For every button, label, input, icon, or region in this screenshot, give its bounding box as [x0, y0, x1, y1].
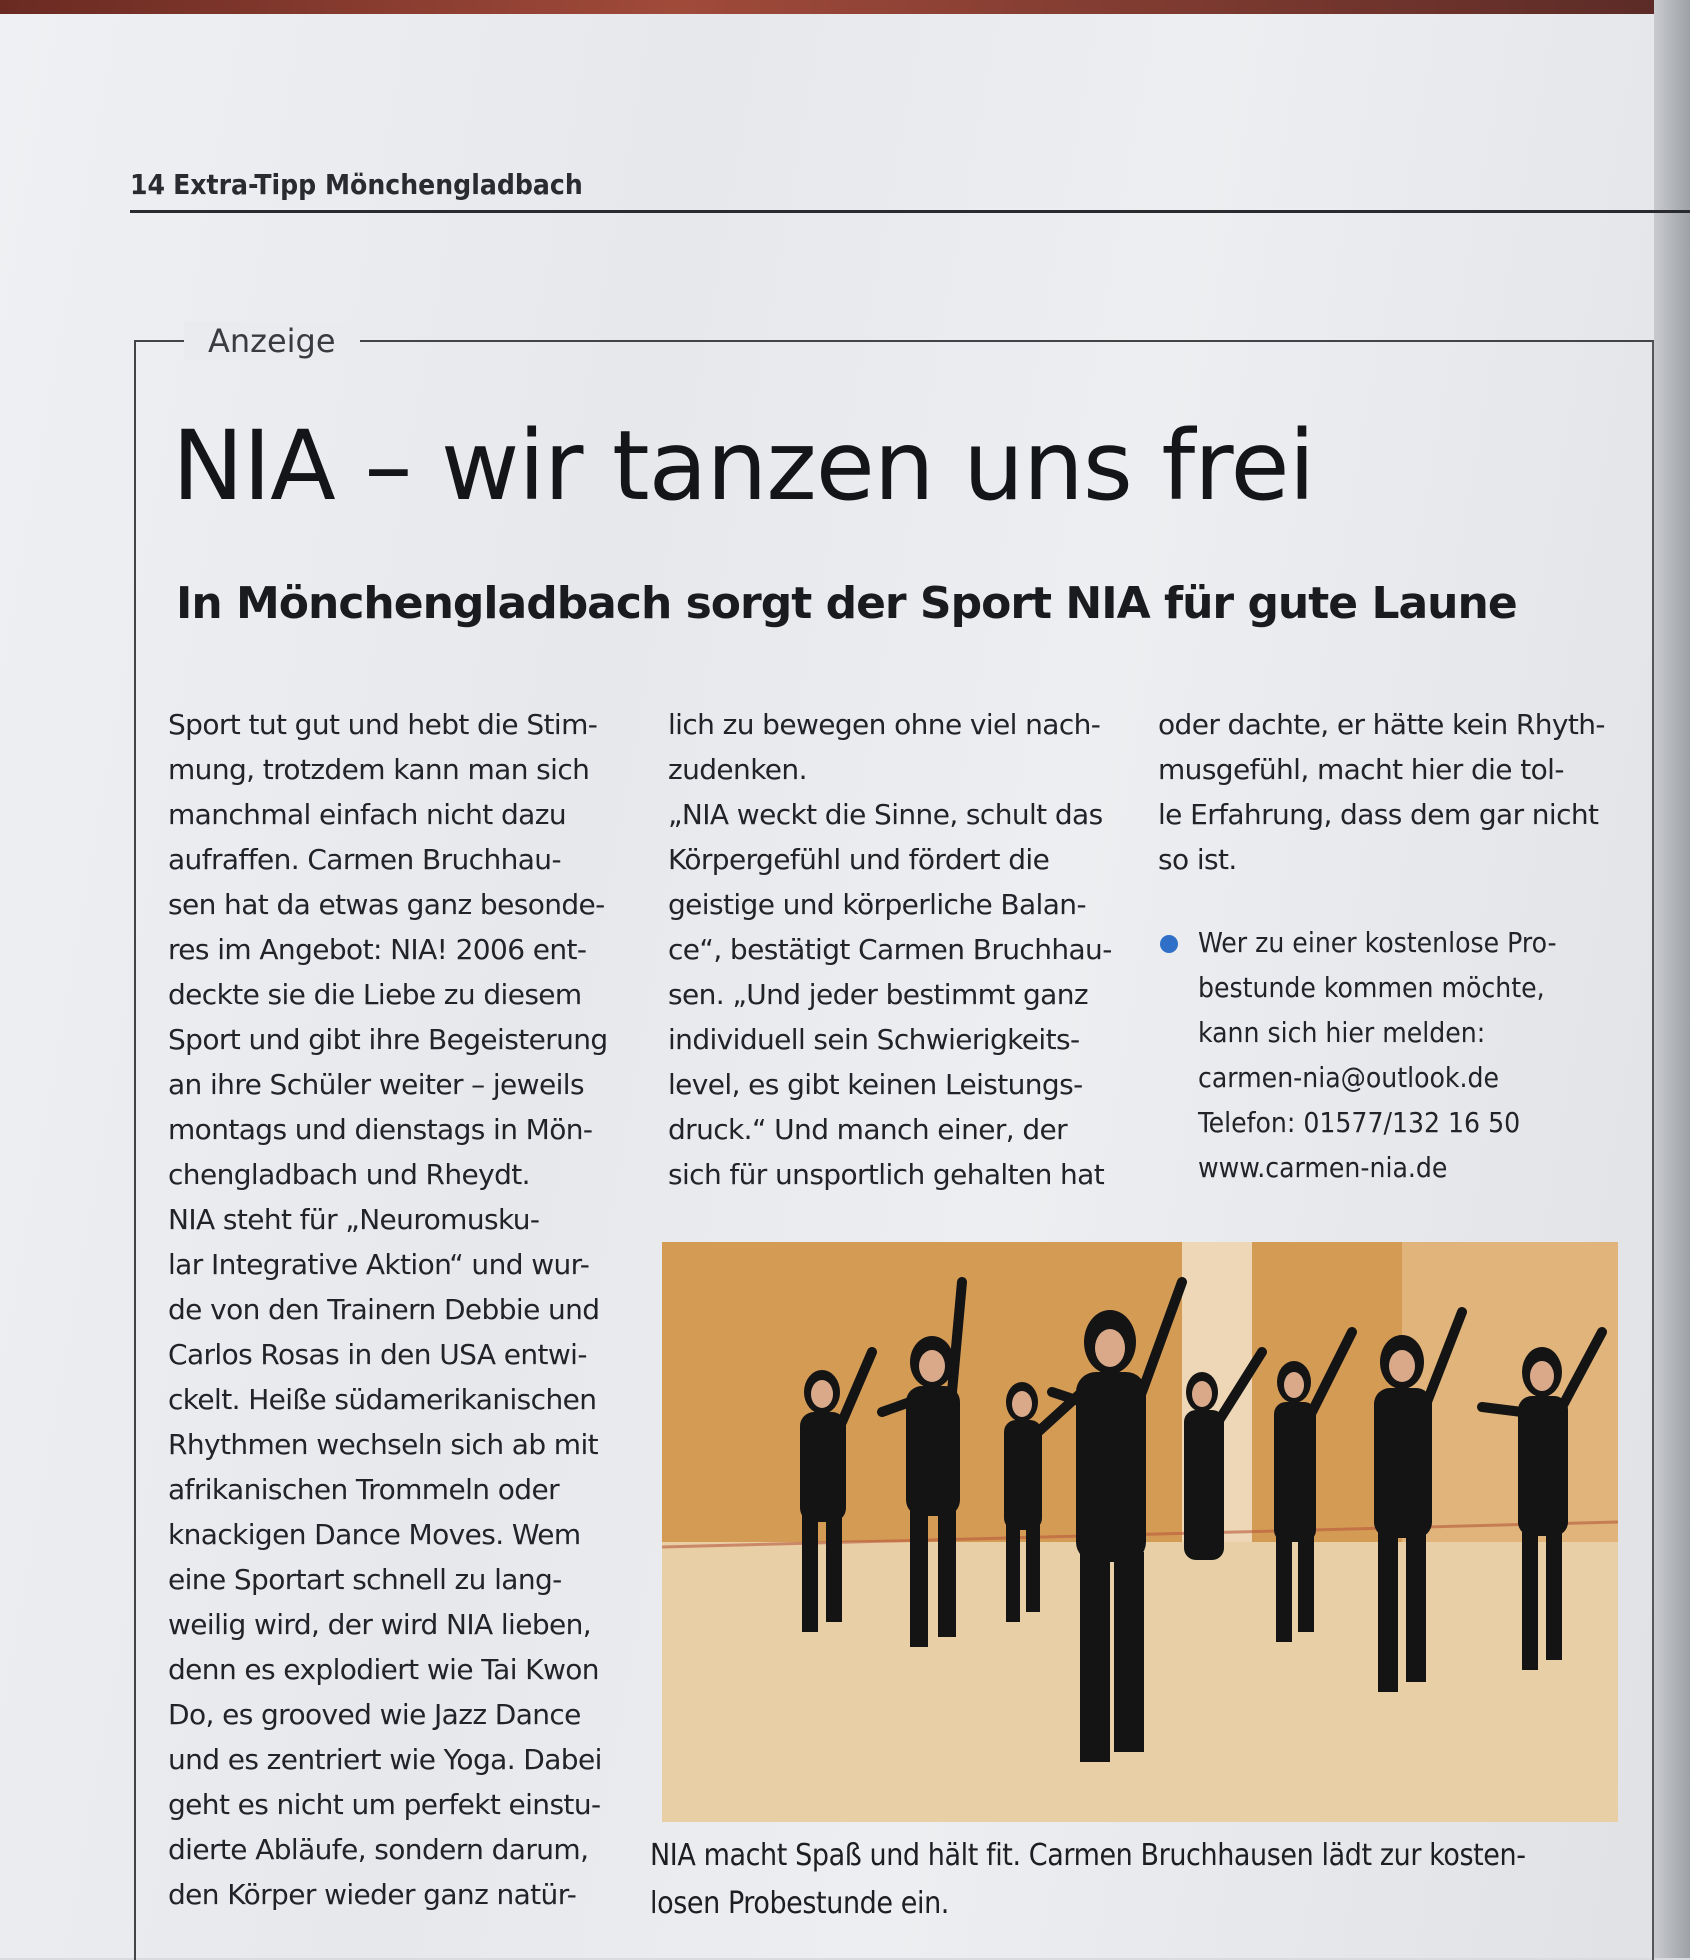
article-title: NIA – wir tanzen uns frei	[172, 410, 1315, 522]
background-strip	[0, 0, 1690, 14]
ad-label: Anzeige	[184, 322, 360, 360]
text-line: individuell sein Schwierigkeits-	[668, 1023, 1080, 1056]
header-rule	[130, 210, 1690, 213]
text-line: chengladbach und Rheydt.	[168, 1158, 530, 1191]
text-column-2	[668, 702, 1128, 1197]
text-line: zudenken.	[668, 753, 807, 786]
text-line: an ihre Schüler weiter – jeweils	[168, 1068, 584, 1101]
info-line: www.carmen-nia.de	[1198, 1151, 1448, 1184]
info-line: bestunde kommen möchte,	[1198, 971, 1545, 1004]
text-line: denn es explodiert wie Tai Kwon	[168, 1653, 599, 1686]
text-line: Carlos Rosas in den USA entwi-	[168, 1338, 587, 1371]
text-line: druck.“ Und manch einer, der	[668, 1113, 1068, 1146]
text-line: ckelt. Heiße südamerikanischen	[168, 1383, 597, 1416]
text-line: level, es gibt keinen Leistungs-	[668, 1068, 1083, 1101]
text-column-3	[1158, 702, 1628, 882]
text-line: mung, trotzdem kann man sich	[168, 753, 590, 786]
text-line: res im Angebot: NIA! 2006 ent-	[168, 933, 587, 966]
text-line: ce“, bestätigt Carmen Bruchhau-	[668, 933, 1112, 966]
info-line: Telefon: 01577/132 16 50	[1198, 1106, 1521, 1139]
text-line: sen hat da etwas ganz besonde-	[168, 888, 605, 921]
text-line: deckte sie die Liebe zu diesem	[168, 978, 582, 1011]
text-line: Do, es grooved wie Jazz Dance	[168, 1698, 581, 1731]
text-line: lar Integrative Aktion“ und wur-	[168, 1248, 590, 1281]
running-head	[130, 168, 583, 201]
text-line: Sport tut gut und hebt die Stim-	[168, 708, 598, 741]
text-line: le Erfahrung, dass dem gar nicht	[1158, 798, 1599, 831]
text-line: den Körper wieder ganz natür-	[168, 1878, 577, 1911]
text-column-1	[168, 702, 638, 1917]
page-edge-shadow	[1654, 0, 1690, 1958]
text-line: NIA steht für „Neuromusku-	[168, 1203, 540, 1236]
text-line: afrikanischen Trommeln oder	[168, 1473, 559, 1506]
text-line: Sport und gibt ihre Begeisterung	[168, 1023, 608, 1056]
text-line: und es zentriert wie Yoga. Dabei	[168, 1743, 602, 1776]
caption-line: losen Probestunde ein.	[650, 1886, 949, 1921]
text-line: montags und dienstags in Mön-	[168, 1113, 593, 1146]
text-line: de von den Trainern Debbie und	[168, 1293, 600, 1326]
text-line: so ist.	[1158, 843, 1237, 876]
info-line: kann sich hier melden:	[1198, 1016, 1486, 1049]
text-line: weilig wird, der wird NIA lieben,	[168, 1608, 592, 1641]
text-line: aufraffen. Carmen Bruchhau-	[168, 843, 561, 876]
article-subtitle: In Mönchengladbach sorgt der Sport NIA für gute Laune	[176, 578, 1517, 629]
text-line: eine Sportart schnell zu lang-	[168, 1563, 562, 1596]
text-line: sen. „Und jeder bestimmt ganz	[668, 978, 1088, 1011]
contact-info-box	[1158, 920, 1628, 1190]
text-line: oder dachte, er hätte kein Rhyth-	[1158, 708, 1605, 741]
photo-caption	[650, 1832, 1640, 1928]
page-number: 14	[130, 168, 166, 201]
info-line: Wer zu einer kostenlose Pro-	[1198, 926, 1557, 959]
text-line: lich zu bewegen ohne viel nach-	[668, 708, 1101, 741]
dancers-illustration	[662, 1242, 1618, 1822]
text-line: Rhythmen wechseln sich ab mit	[168, 1428, 599, 1461]
text-line: geistige und körperliche Balan-	[668, 888, 1086, 921]
text-line: manchmal einfach nicht dazu	[168, 798, 566, 831]
bullet-icon	[1160, 935, 1178, 953]
text-line: geht es nicht um perfekt einstu-	[168, 1788, 601, 1821]
publication-name: Extra-Tipp Mönchengladbach	[173, 168, 583, 201]
dance-class-photo	[662, 1242, 1618, 1822]
text-line: knackigen Dance Moves. Wem	[168, 1518, 581, 1551]
text-line: dierte Abläufe, sondern darum,	[168, 1833, 589, 1866]
caption-line: NIA macht Spaß und hält fit. Carmen Bruchhausen lädt zur kosten-	[650, 1838, 1526, 1873]
text-line: sich für unsportlich gehalten hat	[668, 1158, 1105, 1191]
info-line: carmen-nia@outlook.de	[1198, 1061, 1499, 1094]
text-line: Körpergefühl und fördert die	[668, 843, 1050, 876]
text-line: „NIA weckt die Sinne, schult das	[668, 798, 1103, 831]
text-line: musgefühl, macht hier die tol-	[1158, 753, 1564, 786]
